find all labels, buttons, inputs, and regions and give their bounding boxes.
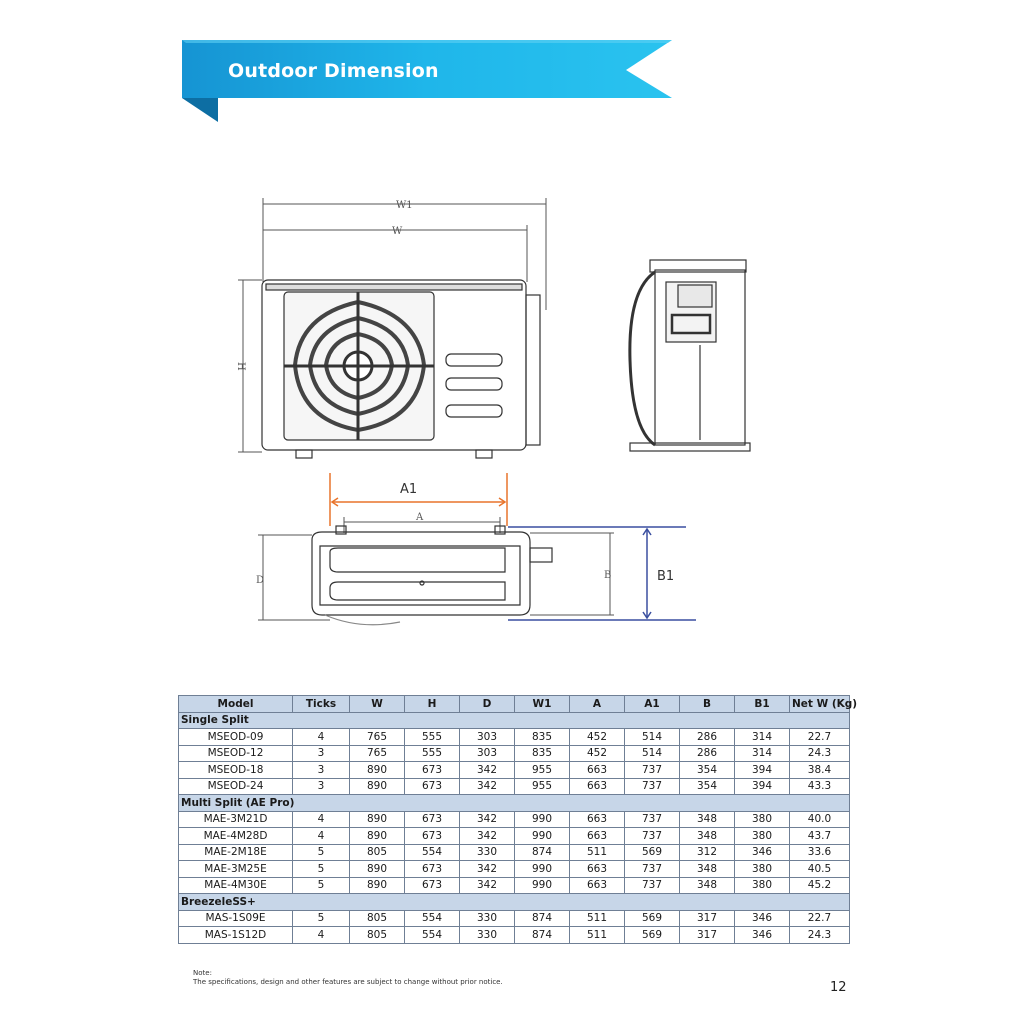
label-w: W [392, 226, 403, 237]
label-b: B [604, 570, 612, 581]
label-d: D [256, 575, 265, 586]
table-cell: 380 [735, 828, 790, 845]
table-cell: 737 [625, 778, 680, 795]
table-cell: 673 [405, 828, 460, 845]
table-cell: MAE-3M25E [179, 861, 293, 878]
table-cell: 663 [570, 762, 625, 779]
col-header-ticks: Ticks [293, 696, 350, 713]
table-cell: 890 [350, 762, 405, 779]
table-cell: 737 [625, 877, 680, 894]
table-cell: 890 [350, 861, 405, 878]
table-cell: 346 [735, 927, 790, 944]
table-cell: 511 [570, 910, 625, 927]
table-cell: 22.7 [790, 910, 850, 927]
label-a1: A1 [400, 482, 418, 497]
col-header-net-weight: Net W (Kg) [790, 696, 850, 713]
table-cell: 43.3 [790, 778, 850, 795]
section-label: Multi Split (AE Pro) [179, 795, 850, 812]
table-row [179, 811, 850, 828]
table-cell: 874 [515, 844, 570, 861]
table-cell: 569 [625, 927, 680, 944]
table-row [179, 927, 850, 944]
side-view [630, 260, 750, 451]
table-cell: 3 [293, 778, 350, 795]
table-cell: 4 [293, 729, 350, 746]
table-cell: 569 [625, 910, 680, 927]
table-cell: 3 [293, 762, 350, 779]
table-cell: 555 [405, 729, 460, 746]
table-cell: 835 [515, 745, 570, 762]
table-cell: 348 [680, 811, 735, 828]
table-cell: 342 [460, 877, 515, 894]
col-header-h: H [405, 696, 460, 713]
table-cell: 303 [460, 745, 515, 762]
table-cell: 43.7 [790, 828, 850, 845]
table-row [179, 861, 850, 878]
table-cell: 554 [405, 844, 460, 861]
table-cell: MAE-4M30E [179, 877, 293, 894]
table-cell: 286 [680, 745, 735, 762]
section-row [179, 795, 850, 812]
table-cell: 342 [460, 811, 515, 828]
col-header-model: Model [179, 696, 293, 713]
dimension-table [178, 695, 858, 944]
table-cell: 890 [350, 778, 405, 795]
front-view [262, 280, 540, 458]
table-cell: MSEOD-18 [179, 762, 293, 779]
table-cell: 314 [735, 729, 790, 746]
table-cell: 990 [515, 828, 570, 845]
table-cell: 317 [680, 910, 735, 927]
table-cell: 45.2 [790, 877, 850, 894]
table-cell: MSEOD-12 [179, 745, 293, 762]
table-cell: 673 [405, 778, 460, 795]
table-cell: 663 [570, 778, 625, 795]
table-cell: 890 [350, 828, 405, 845]
table-cell: MAE-2M18E [179, 844, 293, 861]
top-view [312, 526, 552, 625]
table-cell: 40.5 [790, 861, 850, 878]
table-cell: 342 [460, 778, 515, 795]
section-label: Single Split [179, 712, 850, 729]
table-cell: 38.4 [790, 762, 850, 779]
table-cell: 346 [735, 910, 790, 927]
table-cell: 380 [735, 861, 790, 878]
col-header-b1: B1 [735, 696, 790, 713]
table-cell: 663 [570, 811, 625, 828]
col-header-w: W [350, 696, 405, 713]
table-cell: 5 [293, 844, 350, 861]
col-header-a: A [570, 696, 625, 713]
table-cell: 673 [405, 877, 460, 894]
table-cell: 314 [735, 745, 790, 762]
table-cell: 663 [570, 828, 625, 845]
table-cell: 737 [625, 828, 680, 845]
table-cell: 663 [570, 861, 625, 878]
table-cell: 554 [405, 927, 460, 944]
table-row [179, 844, 850, 861]
table-cell: 354 [680, 762, 735, 779]
table-cell: 452 [570, 729, 625, 746]
table-cell: 955 [515, 778, 570, 795]
table-cell: 354 [680, 778, 735, 795]
table-cell: 4 [293, 828, 350, 845]
table-cell: MAE-3M21D [179, 811, 293, 828]
table-cell: 511 [570, 844, 625, 861]
table-cell: 874 [515, 910, 570, 927]
table-row [179, 729, 850, 746]
table-cell: 394 [735, 762, 790, 779]
table-cell: 317 [680, 927, 735, 944]
col-header-b: B [680, 696, 735, 713]
note-text: The specifications, design and other features are subject to change without prior notice. [193, 978, 503, 986]
table-cell: 955 [515, 762, 570, 779]
table-cell: 805 [350, 910, 405, 927]
col-header-w1: W1 [515, 696, 570, 713]
table-cell: 890 [350, 877, 405, 894]
table-cell: 286 [680, 729, 735, 746]
table-cell: 348 [680, 877, 735, 894]
section-label: BreezeleSS+ [179, 894, 850, 911]
table-cell: 5 [293, 877, 350, 894]
table-cell: 24.3 [790, 927, 850, 944]
table-cell: 673 [405, 861, 460, 878]
table-cell: 511 [570, 927, 625, 944]
table-cell: 3 [293, 745, 350, 762]
table-cell: 380 [735, 811, 790, 828]
table-cell: 33.6 [790, 844, 850, 861]
table-row [179, 745, 850, 762]
table-cell: 990 [515, 861, 570, 878]
table-row [179, 877, 850, 894]
table-header-row [179, 696, 850, 713]
outdoor-unit-drawing [0, 180, 1024, 640]
table-cell: 673 [405, 762, 460, 779]
table-cell: 342 [460, 861, 515, 878]
table-cell: 342 [460, 828, 515, 845]
table-body [179, 712, 850, 943]
table-cell: 330 [460, 844, 515, 861]
table-row [179, 828, 850, 845]
table-cell: 346 [735, 844, 790, 861]
table-cell: MSEOD-24 [179, 778, 293, 795]
table-cell: 890 [350, 811, 405, 828]
col-header-d: D [460, 696, 515, 713]
table-cell: 348 [680, 828, 735, 845]
table-cell: 514 [625, 745, 680, 762]
table-cell: 330 [460, 910, 515, 927]
table-cell: 663 [570, 877, 625, 894]
label-w1: W1 [396, 200, 413, 211]
table-cell: 554 [405, 910, 460, 927]
table-cell: 765 [350, 729, 405, 746]
table-cell: 4 [293, 811, 350, 828]
table-cell: 348 [680, 861, 735, 878]
table-cell: 673 [405, 811, 460, 828]
label-a: A [416, 512, 424, 523]
table-cell: 5 [293, 861, 350, 878]
table-cell: 380 [735, 877, 790, 894]
table-cell: 990 [515, 877, 570, 894]
footer-note [193, 969, 503, 987]
table-cell: 569 [625, 844, 680, 861]
section-row [179, 712, 850, 729]
table-cell: 990 [515, 811, 570, 828]
table-cell: 330 [460, 927, 515, 944]
label-b1: B1 [657, 569, 675, 584]
table-cell: 805 [350, 927, 405, 944]
note-label: Note: [193, 969, 212, 977]
table-cell: 737 [625, 811, 680, 828]
table-cell: 312 [680, 844, 735, 861]
section-row [179, 894, 850, 911]
table-cell: 514 [625, 729, 680, 746]
table-cell: 303 [460, 729, 515, 746]
table-cell: MAE-4M28D [179, 828, 293, 845]
page-number: 12 [830, 980, 847, 995]
label-h: H [235, 362, 246, 371]
table-cell: 555 [405, 745, 460, 762]
col-header-a1: A1 [625, 696, 680, 713]
table-cell: 4 [293, 927, 350, 944]
table-cell: 24.3 [790, 745, 850, 762]
table-cell: 22.7 [790, 729, 850, 746]
table-cell: 737 [625, 762, 680, 779]
table-row [179, 762, 850, 779]
page-title: Outdoor Dimension [228, 60, 439, 82]
table-cell: MAS-1S09E [179, 910, 293, 927]
table-row [179, 910, 850, 927]
table-cell: 805 [350, 844, 405, 861]
table-row [179, 778, 850, 795]
table-cell: MAS-1S12D [179, 927, 293, 944]
table-cell: 40.0 [790, 811, 850, 828]
table-cell: 452 [570, 745, 625, 762]
table-cell: 5 [293, 910, 350, 927]
table-cell: 737 [625, 861, 680, 878]
table-cell: 874 [515, 927, 570, 944]
table-cell: 342 [460, 762, 515, 779]
table-cell: 765 [350, 745, 405, 762]
title-banner [0, 0, 1024, 130]
table-cell: MSEOD-09 [179, 729, 293, 746]
table-cell: 394 [735, 778, 790, 795]
table-cell: 835 [515, 729, 570, 746]
